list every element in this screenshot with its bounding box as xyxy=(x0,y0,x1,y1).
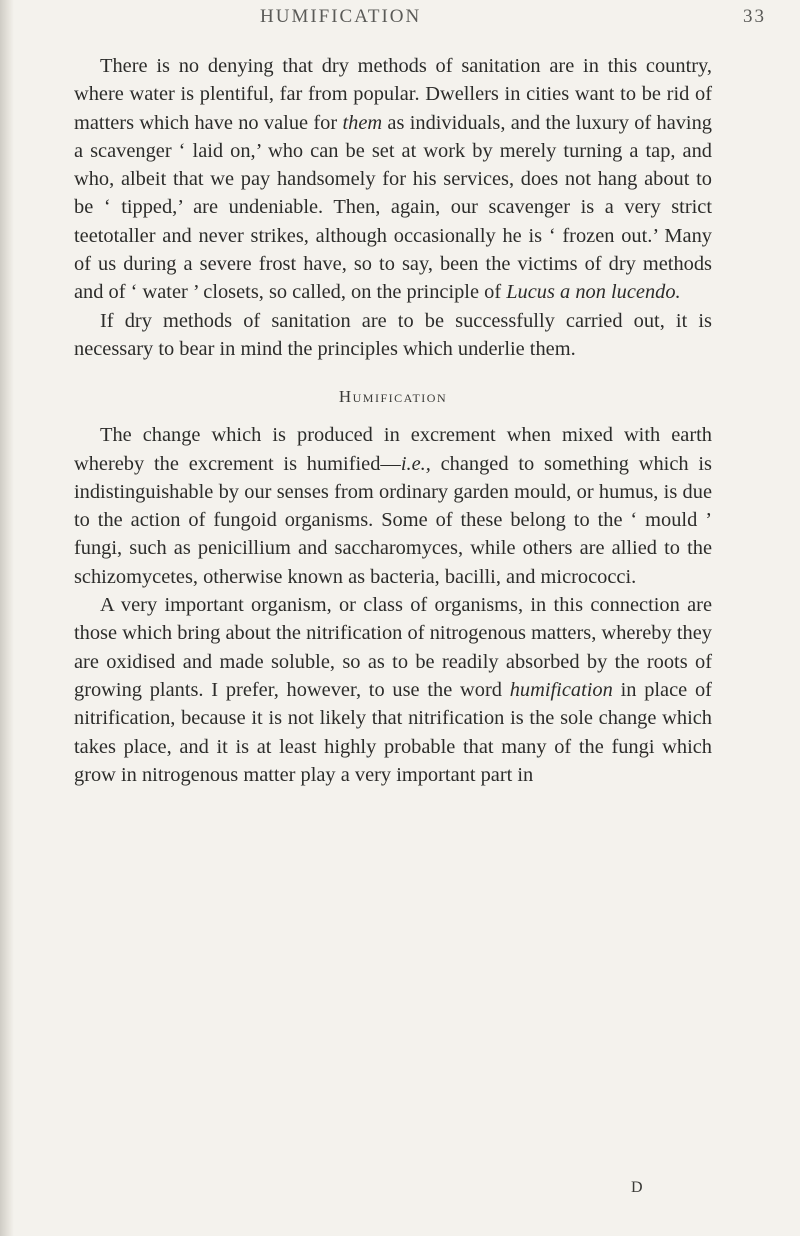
paragraph-principles: If dry methods of sanitation are to be successfully carried out, it is necessary to bear in mind the principles which underlie them. xyxy=(74,309,712,360)
running-title: HUMIFICATION xyxy=(260,6,422,27)
paragraph-text: changed to something which is indistinguishable by our senses from ordinary garden mould, or humus, is due to the action of fungoid organisms. Some of these belong to the ‘ mould ’ fungi, such as penicillium and saccharomyces, while others are allied to the schizomycetes, otherwise known as bacteria, bacilli, and micrococci. xyxy=(74,452,712,588)
signature-mark: D xyxy=(631,1179,643,1196)
page-number: 33 xyxy=(743,6,766,27)
paragraph-text: in place of nitrification, because it is not likely that nitrification is the sole change which takes place, and it is at least highly probable that many of the fungi which grow in nitrogenous matter play a very important part in xyxy=(74,678,712,786)
paragraph-change xyxy=(74,421,712,591)
body-text xyxy=(74,52,712,789)
section-heading: Humification xyxy=(338,387,448,407)
paragraph-text: A very important organism, or class of organisms, in this connection are those which bring about the nitrification of nitrogenous matters, whereby they are oxidised and made soluble, so as to be readily absorbed by the roots of growing plants. I prefer, however, to use the word xyxy=(74,594,712,701)
latin-phrase: Lucus a non lucendo. xyxy=(506,281,681,304)
paragraph-dry-methods xyxy=(74,52,712,307)
page-gutter-shadow xyxy=(0,0,14,1236)
emphasis-ie: i.e., xyxy=(400,452,431,475)
paragraph-text: There is no denying that dry methods of sanitation are in this country, where water is plentiful, far from popular. Dwellers in cities want to be rid of matters which have no value for xyxy=(74,55,712,134)
paragraph-text: The change which is produced in excrement when mixed with earth whereby the excrement is humified— xyxy=(74,424,712,475)
emphasis-them: them xyxy=(342,111,383,134)
paragraph-nitrification xyxy=(74,591,712,789)
emphasis-humification: humification xyxy=(509,678,613,701)
running-head xyxy=(76,2,766,36)
paragraph-text: as individuals, and the luxury of having a scavenger ‘ laid on,’ who can be set at work by merely turning a tap, and who, albeit that we pay handsomely for his services, does not hang about to be ‘ tipped,’ are undeniable. Then, again, our scavenger is a very strict teetotaller and never strikes, although occasionally he is ‘ frozen out.’ Many of us during a severe frost have, so to say, been the victims of dry methods and of ‘ water ’ closets, so called, on the principle of xyxy=(74,111,712,304)
